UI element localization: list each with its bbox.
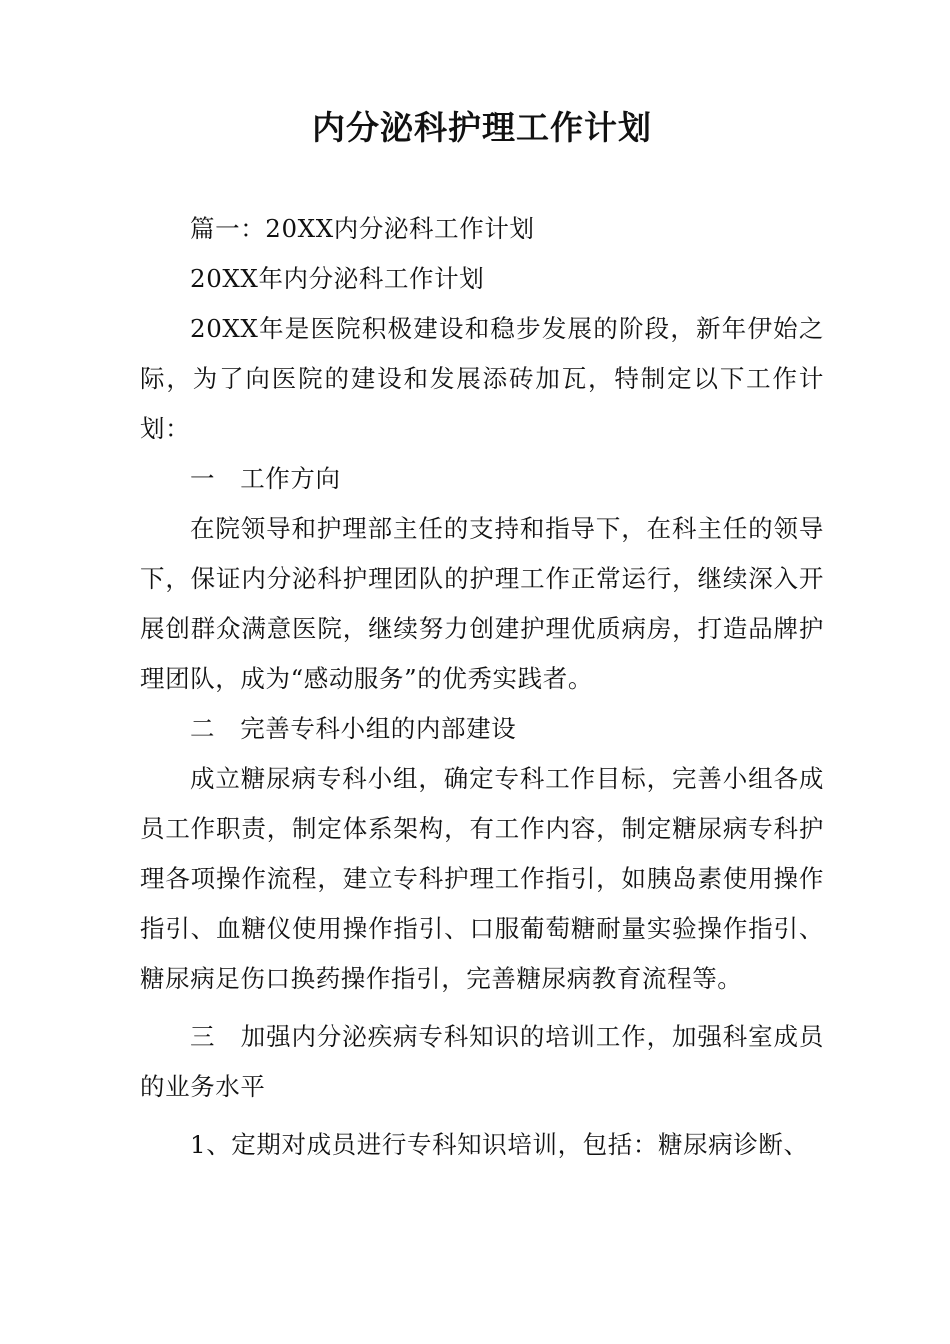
- paragraph-specialty-group: 成立糖尿病专科小组，确定专科工作目标，完善小组各成员工作职责，制定体系架构，有工作内容，制定糖尿病专科护理各项操作流程，建立专科护理工作指引，如胰岛素使用操作指引、血糖仪使用操作指引、口服葡萄糖耐量实验操作指引、糖尿病足伤口换药操作指引，完善糖尿病教育流程等。: [140, 764, 824, 993]
- heading-specialty-group: 二 完善专科小组的内部建设: [190, 714, 517, 743]
- paragraph-work-direction: 在院领导和护理部主任的支持和指导下，在科主任的领导下，保证内分泌科护理团队的护理工作正常运行，继续深入开展创群众满意医院，继续努力创建护理优质病房，打造品牌护理团队，成为“感动服务”的优秀实践者。: [140, 514, 824, 693]
- paragraph-plan-title: 20XX年内分泌科工作计划: [190, 264, 485, 293]
- paragraph-section-header: 篇一：20XX内分泌科工作计划: [190, 214, 535, 243]
- document-body: [140, 204, 824, 1170]
- paragraph-training-item-1: 1、定期对成员进行专科知识培训，包括：糖尿病诊断、: [190, 1130, 809, 1159]
- paragraph-intro: 20XX年是医院积极建设和稳步发展的阶段，新年伊始之际，为了向医院的建设和发展添砖加瓦，特制定以下工作计划：: [140, 314, 824, 443]
- heading-training: 三 加强内分泌疾病专科知识的培训工作，加强科室成员的业务水平: [140, 1022, 824, 1101]
- document-title: 内分泌科护理工作计划: [312, 108, 652, 147]
- heading-work-direction: 一 工作方向: [190, 464, 341, 493]
